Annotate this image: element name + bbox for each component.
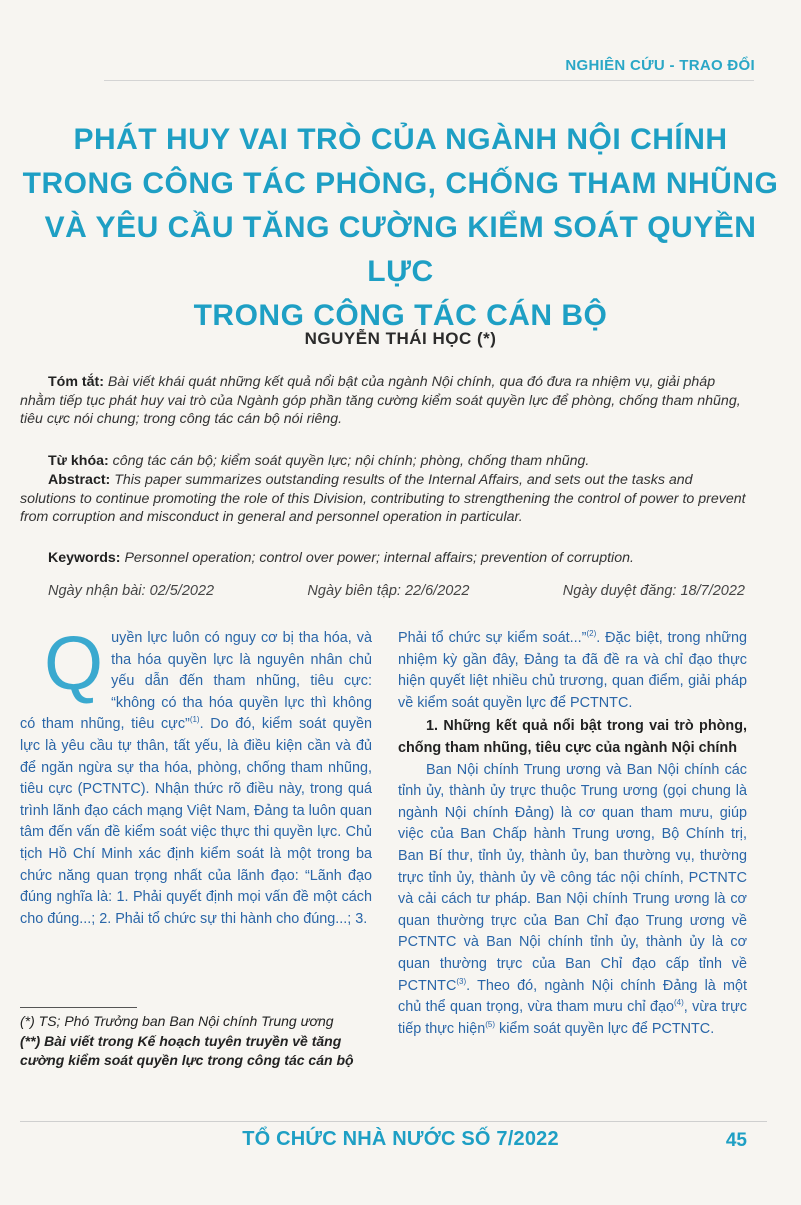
article-title [20, 118, 781, 338]
footnote-ref: (4) [673, 998, 684, 1008]
title-line: TRONG CÔNG TÁC CÁN BỘ [193, 299, 608, 332]
footnote-ref: (1) [189, 715, 200, 725]
header-divider [104, 80, 754, 81]
keywords-vi [20, 452, 747, 471]
paragraph-text-a: Ban Nội chính Trung ương và Ban Nội chính các tỉnh ủy, thành ủy trực thuộc Trung ương (gọi chung là ngành Nội chính Đảng) là cơ quan tham mưu, giúp việc của Ban Chấp hành Trung ương, Bộ Chính trị, Ban Bí thư, tỉnh ủy, thành ủy, ban thường vụ, thường trực tỉnh ủy, thành ủy về công tác nội chính, PCTNTC và cải cách tư pháp. Ban Nội chính Trung ương là cơ quan thường trực của Ban Chỉ đạo Trung ương về PCTNTC và Ban Nội chính tỉnh ủy, thành ủy là cơ quan thường trực của Ban Chỉ đạo cấp tỉnh về PCTNTC [398, 761, 747, 994]
keywords-en-text: Personnel operation; control over power; internal affairs; prevention of corruption. [120, 550, 634, 566]
body-column-left [20, 621, 373, 930]
title-line: VÀ YÊU CẦU TĂNG CƯỜNG KIỂM SOÁT QUYỀN LỰC [44, 211, 757, 288]
date-received: Ngày nhận bài: 02/5/2022 [48, 583, 215, 599]
intro-text-1: uyền lực luôn có nguy cơ bị tha hóa, và tha hóa quyền lực là nguyên nhân chủ yếu dẫn đến tham nhũng, tiêu cực: “không có tha hóa quyền lực thì không có tham nhũng, tiêu cực” [20, 630, 372, 733]
keywords-en-label: Keywords: [48, 550, 121, 566]
footnote-ref: (5) [485, 1019, 496, 1029]
page-number: 45 [725, 1130, 747, 1151]
section-heading: 1. Những kết quả nổi bật trong vai trò phòng, chống tham nhũng, tiêu cực của ngành Nội chính [398, 718, 747, 756]
footnote-author: (*) TS; Phó Trưởng ban Ban Nội chính Trung ương [20, 1013, 334, 1029]
keywords-en [20, 549, 747, 568]
intro-continuation [398, 628, 747, 714]
body-column-right [398, 628, 747, 1040]
footnotes [20, 1012, 376, 1071]
footnote-ref: (2) [586, 629, 597, 639]
drop-cap: Q [44, 621, 104, 706]
paragraph-text-b: . Theo đó, ngành Nội chính Đảng là một chủ thể quan trọng, vừa tham mưu chỉ đạo [398, 977, 747, 1016]
paragraph-text-c: , vừa trực tiếp thực hiện [398, 999, 747, 1037]
date-approved: Ngày duyệt đăng: 18/7/2022 [562, 583, 745, 599]
footer-divider [20, 1121, 767, 1122]
intro-paragraph [20, 621, 373, 930]
author-name: NGUYỄN THÁI HỌC (*) [304, 329, 497, 348]
summary-vi [20, 373, 747, 429]
abstract-en-text: This paper summarizes outstanding results of the Internal Affairs, and sets out the tasks and solutions to continue promoting the role of this Division, contributing to strengthening the control of power to prevent from corruption and misconduct in general and personnel operation in particular. [20, 472, 746, 526]
continuation-text-1: Phải tổ chức sự kiểm soát...” [398, 630, 587, 646]
keywords-vi-text: công tác cán bộ; kiểm soát quyền lực; nội chính; phòng, chống tham nhũng. [108, 453, 590, 469]
summary-label: Tóm tắt: [48, 374, 104, 390]
title-line: PHÁT HUY VAI TRÒ CỦA NGÀNH NỘI CHÍNH [73, 123, 728, 156]
continuation-text-2: . Đặc biệt, trong những nhiệm kỳ gần đây, Đảng ta đã đề ra và chỉ đạo thực hiện quyết liệt nhiều chủ trương, quan điểm, giải pháp về kiểm soát quyền lực để PCTNTC. [398, 630, 747, 711]
footnote-ref: (3) [456, 976, 467, 986]
body-paragraph [398, 760, 747, 1041]
summary-text: Bài viết khái quát những kết quả nổi bật của ngành Nội chính, qua đó đưa ra nhiệm vụ, giải pháp nhằm tiếp tục phát huy vai trò của Ngành góp phần tăng cường kiểm soát quyền lực để phòng, chống tham nhũng, tiêu cực nói chung; trong công tác cán bộ nói riêng. [20, 374, 741, 428]
title-line: TRONG CÔNG TÁC PHÒNG, CHỐNG THAM NHŨNG [22, 167, 779, 200]
journal-footer: TỔ CHỨC NHÀ NƯỚC SỐ 7/2022 [242, 1128, 559, 1150]
section-label: NGHIÊN CỨU - TRAO ĐỔI [565, 57, 755, 74]
paragraph-text-d: kiểm soát quyền lực để PCTNTC. [495, 1020, 715, 1037]
abstract-en-label: Abstract: [48, 472, 111, 488]
abstract-en [20, 471, 747, 527]
article-dates [48, 583, 745, 599]
footnote-campaign: (**) Bài viết trong Kế hoạch tuyên truyền về tăng cường kiểm soát quyền lực trong công tác cán bộ [20, 1032, 354, 1068]
date-edited: Ngày biên tập: 22/6/2022 [307, 583, 470, 599]
footnote-divider [20, 1007, 137, 1008]
keywords-vi-label: Từ khóa: [48, 453, 109, 469]
intro-text-2: . Do đó, kiểm soát quyền lực là yêu cầu tự thân, tất yếu, là điều kiện cần và đủ để ngăn ngừa sự tha hóa, phòng, chống tham nhũng, tiêu cực (PCTNTC). Nhận thức rõ điều này, trong quá trình lãnh đạo cách mạng Việt Nam, Đảng ta luôn quan tâm đến vấn đề kiểm soát việc thực thi quyền lực. Chủ tịch Hồ Chí Minh xác định kiểm soát là một trong ba chức năng quan trọng nhất của lãnh đạo: “Lãnh đạo đúng nghĩa là: 1. Phải quyết định mọi vấn đề một cách cho đúng...; 2. Phải tổ chức sự thi hành cho đúng...; 3. [20, 716, 373, 927]
